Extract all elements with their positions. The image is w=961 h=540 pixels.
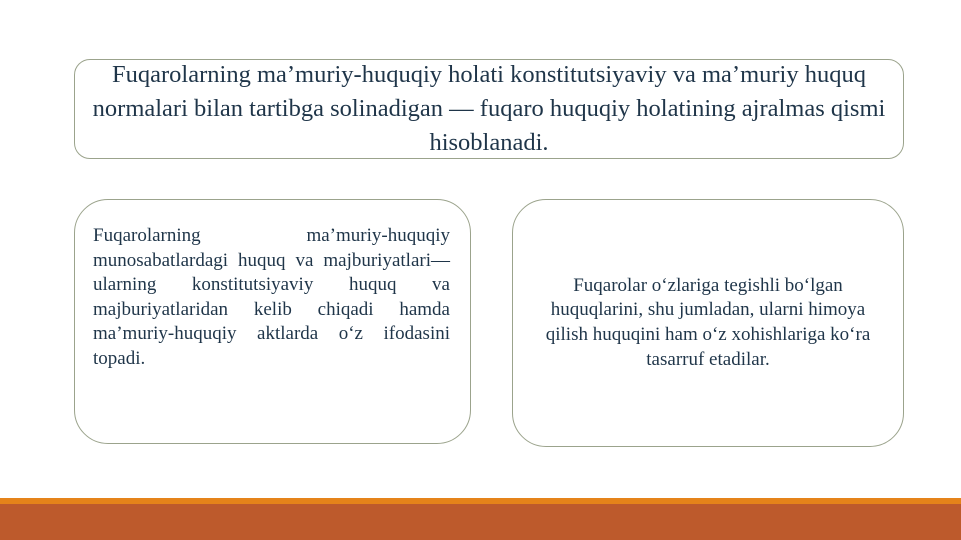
right-text: Fuqarolar o‘zlariga tegishli bo‘lgan huquqlarini, shu jumladan, ularni himoya qilish huquqini ham o‘z xohishlariga ko‘ra tasarruf etadilar. <box>545 274 871 370</box>
right-text-box <box>512 199 904 447</box>
top-text: Fuqarolarning ma’muriy-huquqiy holati konstitutsiyaviy va ma’muriy huquq normalari bilan tartibga solinadigan — fuqaro huquqiy holatining ajralmas qismi hisoblanadi. <box>92 61 886 156</box>
left-text-box <box>74 199 471 444</box>
footer-bar <box>0 504 961 540</box>
top-text-box <box>74 59 904 159</box>
left-text: Fuqarolarning ma’muriy-huquqiy munosabatlardagi huquq va majburiyatlari—ularning konstitutsiyaviy huquq va majburiyatlaridan kelib chiqadi hamda ma’muriy-huquqiy aktlarda o‘z ifodasini topadi. <box>93 225 450 369</box>
